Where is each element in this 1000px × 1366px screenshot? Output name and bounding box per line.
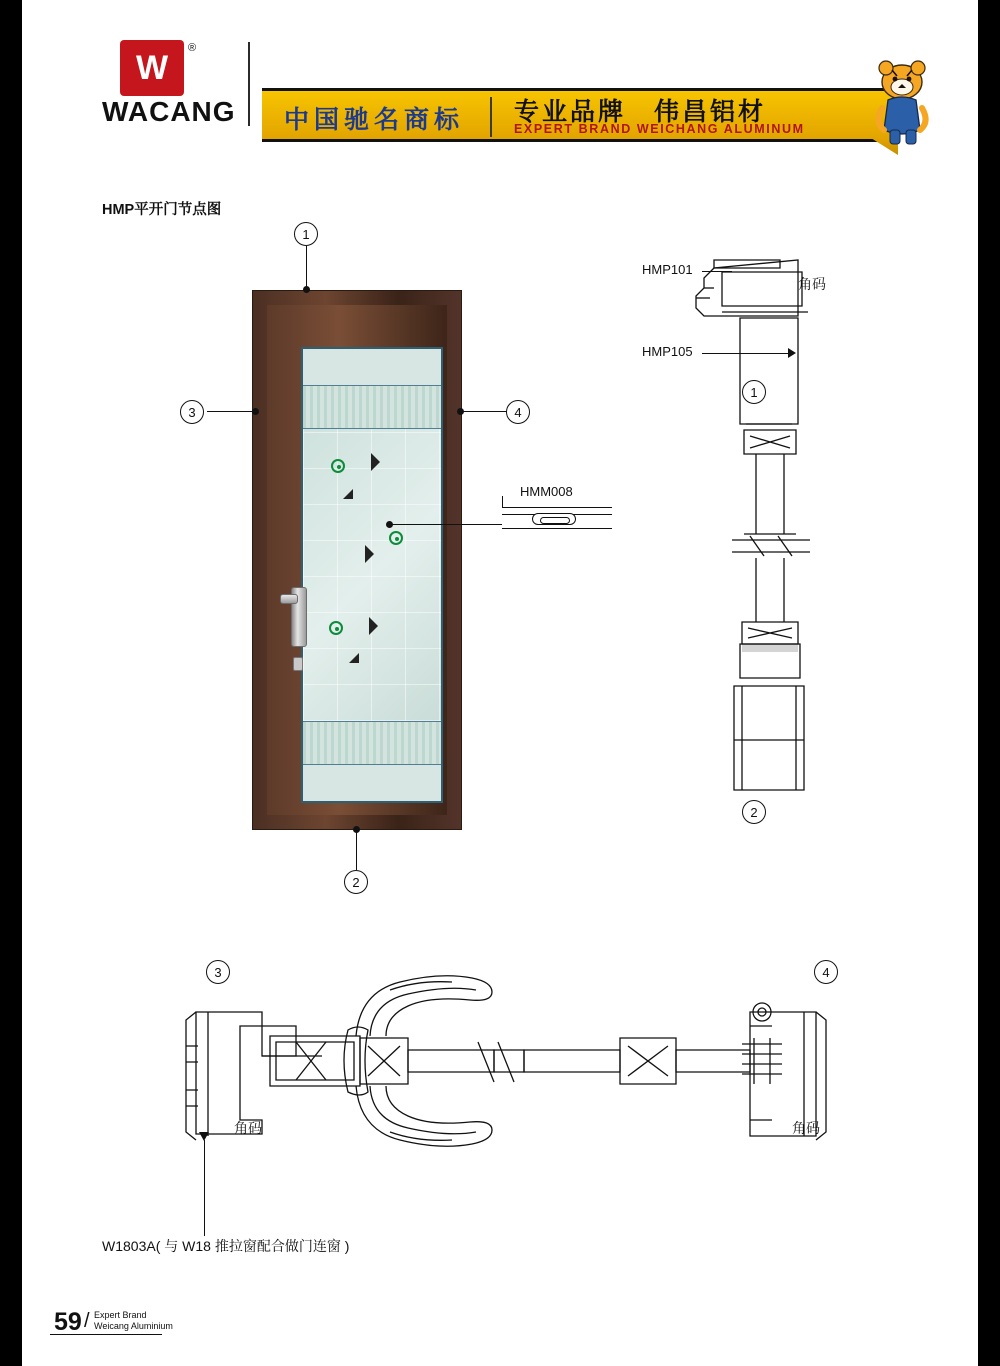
callout-1-label: 1 [302,226,310,242]
footer-line-2: Weicang Aluminium [94,1321,173,1331]
brand-logo [102,40,242,132]
hmp101-label: HMP101 [642,262,693,277]
header-yellow-band [262,88,898,142]
brand-slogan-en: EXPERT BRAND WEICHANG ALUMINUM [514,122,805,136]
door-elevation-drawing [188,226,522,890]
corner-code-label-top: 角码 [798,276,826,292]
page-footer [22,1308,978,1348]
section-callout-1[interactable] [742,380,766,404]
floral-decor-icon [389,531,403,545]
floral-decor-icon [331,459,345,473]
corner-code-label-right: 角码 [792,1120,820,1136]
band-separator [490,97,492,137]
door-keyhole [293,657,303,671]
brand-slogan-cn: 专业品牌 伟昌铝材 [514,98,767,126]
hmp105-leader [702,353,794,354]
page-title: HMP平开门节点图 [102,202,222,218]
footer-line-1: Expert Brand [94,1310,147,1320]
page-header [22,30,978,140]
header-divider [248,42,250,126]
hmm008-leader [390,524,502,525]
horizontal-section-drawing [142,950,882,1250]
callout-4[interactable] [506,400,530,424]
hmm008-gasket [532,513,576,525]
section-callout-4-label: 4 [822,964,830,980]
callout-leader-1 [306,246,307,290]
hmp105-label: HMP105 [642,344,693,359]
door-handle [291,587,307,647]
note-arrow-icon [199,1132,209,1141]
glass-band-bottom [303,721,443,765]
glass-pattern-middle [303,429,443,721]
horizontal-section-svg [142,950,882,1250]
leaf-accent-icon [349,653,359,663]
vertical-section-svg [622,240,922,860]
page-inner [22,0,978,1366]
logo-wordmark: WACANG [102,96,236,127]
callout-4-label: 4 [514,404,522,420]
callout-3[interactable] [180,400,204,424]
section-callout-1-label: 1 [750,384,758,400]
tiger-mascot-icon [862,60,942,146]
hmm008-detail-drawing [502,495,612,541]
section-callout-3[interactable] [206,960,230,984]
note-leader [204,1140,205,1236]
callout-leader-2 [356,830,357,870]
logo-letter: W [135,49,169,87]
section-callout-2[interactable] [742,800,766,824]
leaf-accent-icon [343,489,353,499]
famous-trademark-text: 中国驰名商标 [284,106,465,134]
section-callout-2-label: 2 [750,804,758,820]
section-callout-4[interactable] [814,960,838,984]
vertical-section-drawing [622,240,922,860]
door-glass-panel [301,347,443,803]
hmm008-label: HMM008 [520,484,573,499]
page-number: 59 [54,1308,82,1336]
registered-trademark-icon: ® [188,42,197,54]
corner-code-label-left: 角码 [234,1120,262,1136]
hmp101-leader [702,271,732,272]
callout-1[interactable] [294,222,318,246]
glass-band-top [303,385,443,429]
leaf-accent-icon [365,545,374,563]
callout-3-label: 3 [188,404,196,420]
wacang-w-mark-icon [120,40,184,96]
leaf-accent-icon [369,617,378,635]
callout-leader-3 [207,411,255,412]
callout-leader-4 [460,411,508,412]
floral-decor-icon [329,621,343,635]
page-number-slash: / [84,1310,90,1332]
section-callout-3-label: 3 [214,964,222,980]
callout-2[interactable] [344,870,368,894]
leaf-accent-icon [371,453,380,471]
door-frame [252,290,462,830]
door-leaf [267,305,447,815]
w1803a-note: W1803A( 与 W18 推拉窗配合做门连窗 ) [102,1238,350,1254]
callout-2-label: 2 [352,874,360,890]
hmp105-arrow-icon [788,348,796,358]
